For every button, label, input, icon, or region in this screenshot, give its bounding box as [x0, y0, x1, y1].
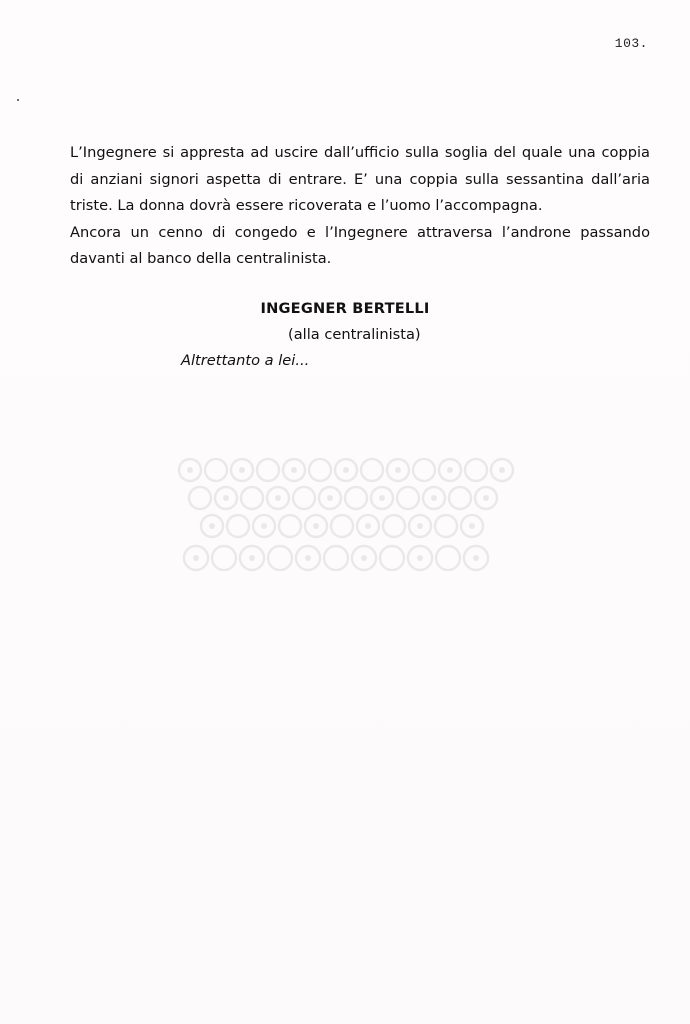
stage-direction: (alla centralinista) — [288, 326, 421, 343]
action-paragraph: L’Ingegnere si appresta ad uscire dall’ufficio sulla soglia del quale una coppia di anziani signori aspetta di entrare. E’ una coppia sulla sessantina dall’aria triste. La donna dovrà essere ricoverata e l’uomo l’accompagna. — [70, 144, 650, 214]
action-description — [70, 140, 650, 273]
character-name: INGEGNER BERTELLI — [260, 300, 430, 317]
page-number: 103. — [614, 36, 648, 51]
action-paragraph: Ancora un cenno di congedo e l’Ingegnere attraversa l’androne passando davanti al banco della centralinista. — [70, 223, 650, 267]
paper-speck — [17, 99, 19, 101]
dialogue-line: Altrettanto a lei... — [181, 352, 310, 369]
stamp-watermark — [176, 454, 522, 582]
